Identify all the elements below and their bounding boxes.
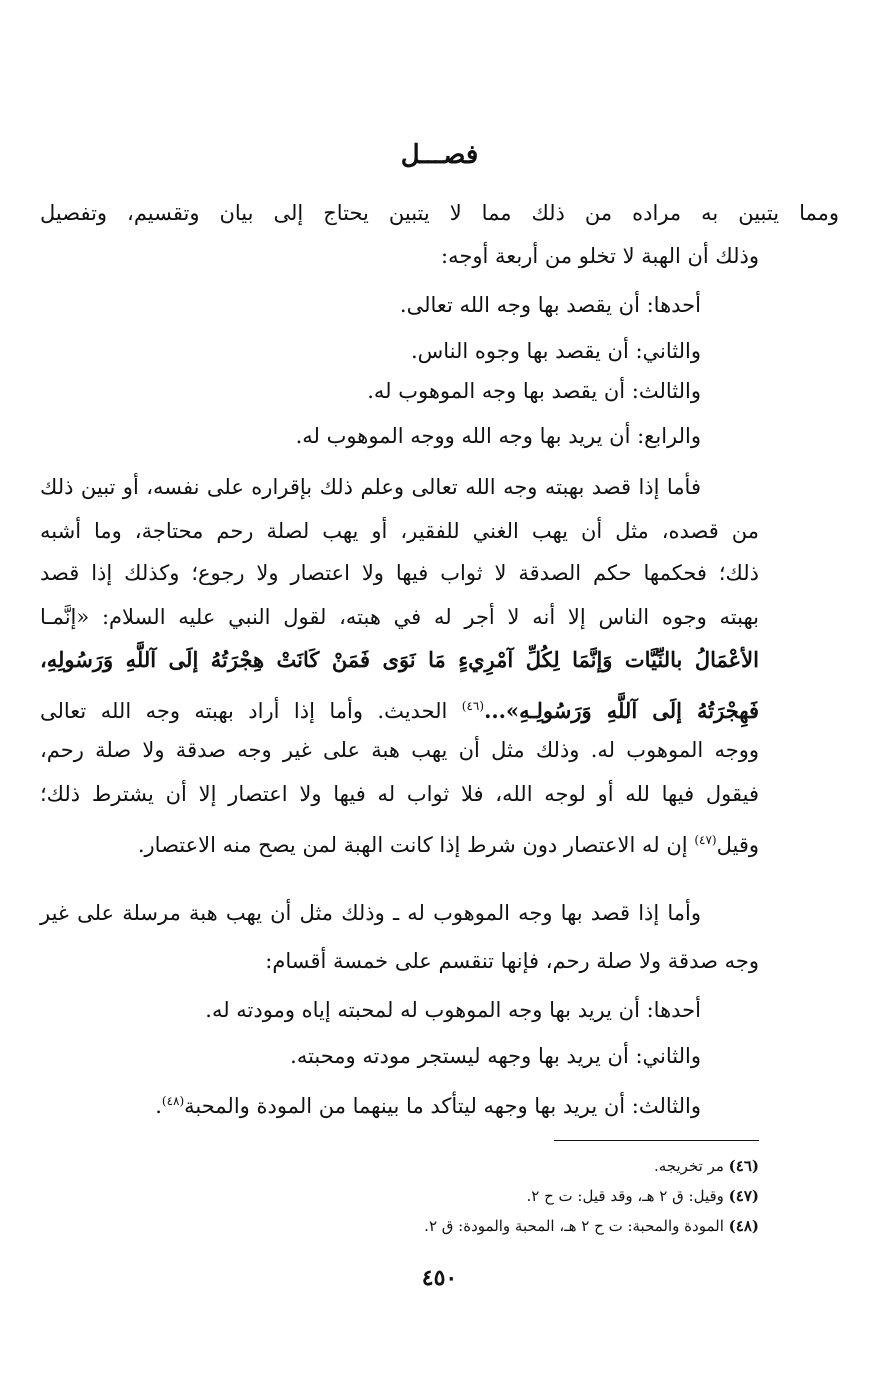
text-line: والثالث: أن يقصد بها وجه الموهوب له. [367, 379, 701, 403]
text-span: الحديث. وأما إذا أراد بهبته وجه الله تعالى [40, 699, 462, 723]
text-line: ومما يتبين به مراده من ذلك مما لا يتبين يحتاج إلى بيان وتقسيم، وتفصيل [40, 201, 839, 225]
text-line [40, 691, 759, 726]
text-line: من قصده، مثل أن يهب الغني للفقير، أو يهب لصلة رحم محتاجة، وما أشبه [40, 519, 759, 543]
text-line: ذلك؛ فحكمها حكم الصدقة لا ثواب فيها ولا اعتصار ولا رجوع؛ وكذلك إذا قصد [40, 561, 759, 585]
footnote [526, 1185, 759, 1207]
text-line: أحدها: أن يريد بها وجه الموهوب له لمحبته إياه ومودته له. [205, 998, 701, 1022]
footnote-ref: (٤٦) [461, 699, 485, 713]
footnote-number: (٤٨) [728, 1217, 759, 1235]
text-line: وذلك أن الهبة لا تخلو من أربعة أوجه: [441, 244, 759, 268]
footnote-text: وقيل: ق ٢ هـ، وقد قيل: ت ح ٢. [526, 1187, 729, 1205]
page-number: ٤٥٠ [421, 1265, 458, 1291]
text-line [138, 825, 759, 860]
hadith-text: فَهِجْرَتُهُ إلَى آللَّهِ وَرَسُولِـهِ»... [484, 698, 760, 723]
text-span: وقيل [716, 833, 759, 857]
text-line: فيقول فيها لله أو لوجه الله، فلا ثواب له فيها ولا اعتصار إلا أن يشترط ذلك؛ [40, 782, 759, 806]
footnote-number: (٤٧) [728, 1187, 759, 1205]
text-line: ووجه الموهوب له. وذلك مثل أن يهب هبة على غير وجه صدقة ولا صلة رحم، [40, 738, 759, 762]
section-heading: فصـــل [400, 140, 479, 170]
footnote [654, 1155, 759, 1177]
text-line: والثاني: أن يقصد بها وجوه الناس. [410, 339, 701, 363]
footnote-ref: (٤٨) [161, 1094, 185, 1108]
text-line: والرابع: أن يريد بها وجه الله ووجه الموهوب له. [295, 424, 701, 448]
text-line: فأما إذا قصد بهبته وجه الله تعالى وعلم ذلك بإقراره على نفسه، أو تبين ذلك [40, 475, 701, 499]
footnote-number: (٤٦) [728, 1157, 759, 1175]
footnote [424, 1215, 759, 1237]
text-line: وجه صدقة ولا صلة رحم، فإنها تنقسم على خمسة أقسام: [265, 949, 759, 973]
text-span: . [155, 1094, 162, 1118]
text-line [155, 1086, 701, 1121]
text-line: أحدها: أن يقصد بها وجه الله تعالى. [399, 293, 701, 317]
text-line: والثاني: أن يريد بها وجهه ليستجر مودته ومحبته. [290, 1044, 701, 1068]
text-span: والثالث: أن يريد بها وجهه ليتأكد ما بينهما من المودة والمحبة [184, 1094, 701, 1118]
hadith-line: الأعْمَالُ بالنِّيَّات وَإنَّمَا لِكُلِّ آمْرِيءٍ مَا نَوَى فَمَنْ كَانَتْ هِجْرَتُهُ إلَى آللَّهِ وَرَسُولِهِ، [40, 647, 759, 672]
text-span: إن له الاعتصار دون شرط إذا كانت الهبة لمن يصح منه الاعتصار. [137, 833, 695, 857]
footnote-text: المودة والمحبة: ت ح ٢ هـ، المحبة والمودة: ق ٢. [424, 1217, 729, 1235]
footnote-divider [554, 1140, 759, 1141]
text-line: بهبته وجوه الناس إلا أنه لا أجر له في هبته، لقول النبي عليه السلام: «إنَّمـا [40, 605, 759, 629]
footnote-ref: (٤٧) [694, 833, 717, 847]
footnote-text: مر تخريجه. [654, 1157, 729, 1175]
text-line: وأما إذا قصد بها وجه الموهوب له ـ وذلك مثل أن يهب هبة مرسلة على غير [40, 901, 701, 925]
